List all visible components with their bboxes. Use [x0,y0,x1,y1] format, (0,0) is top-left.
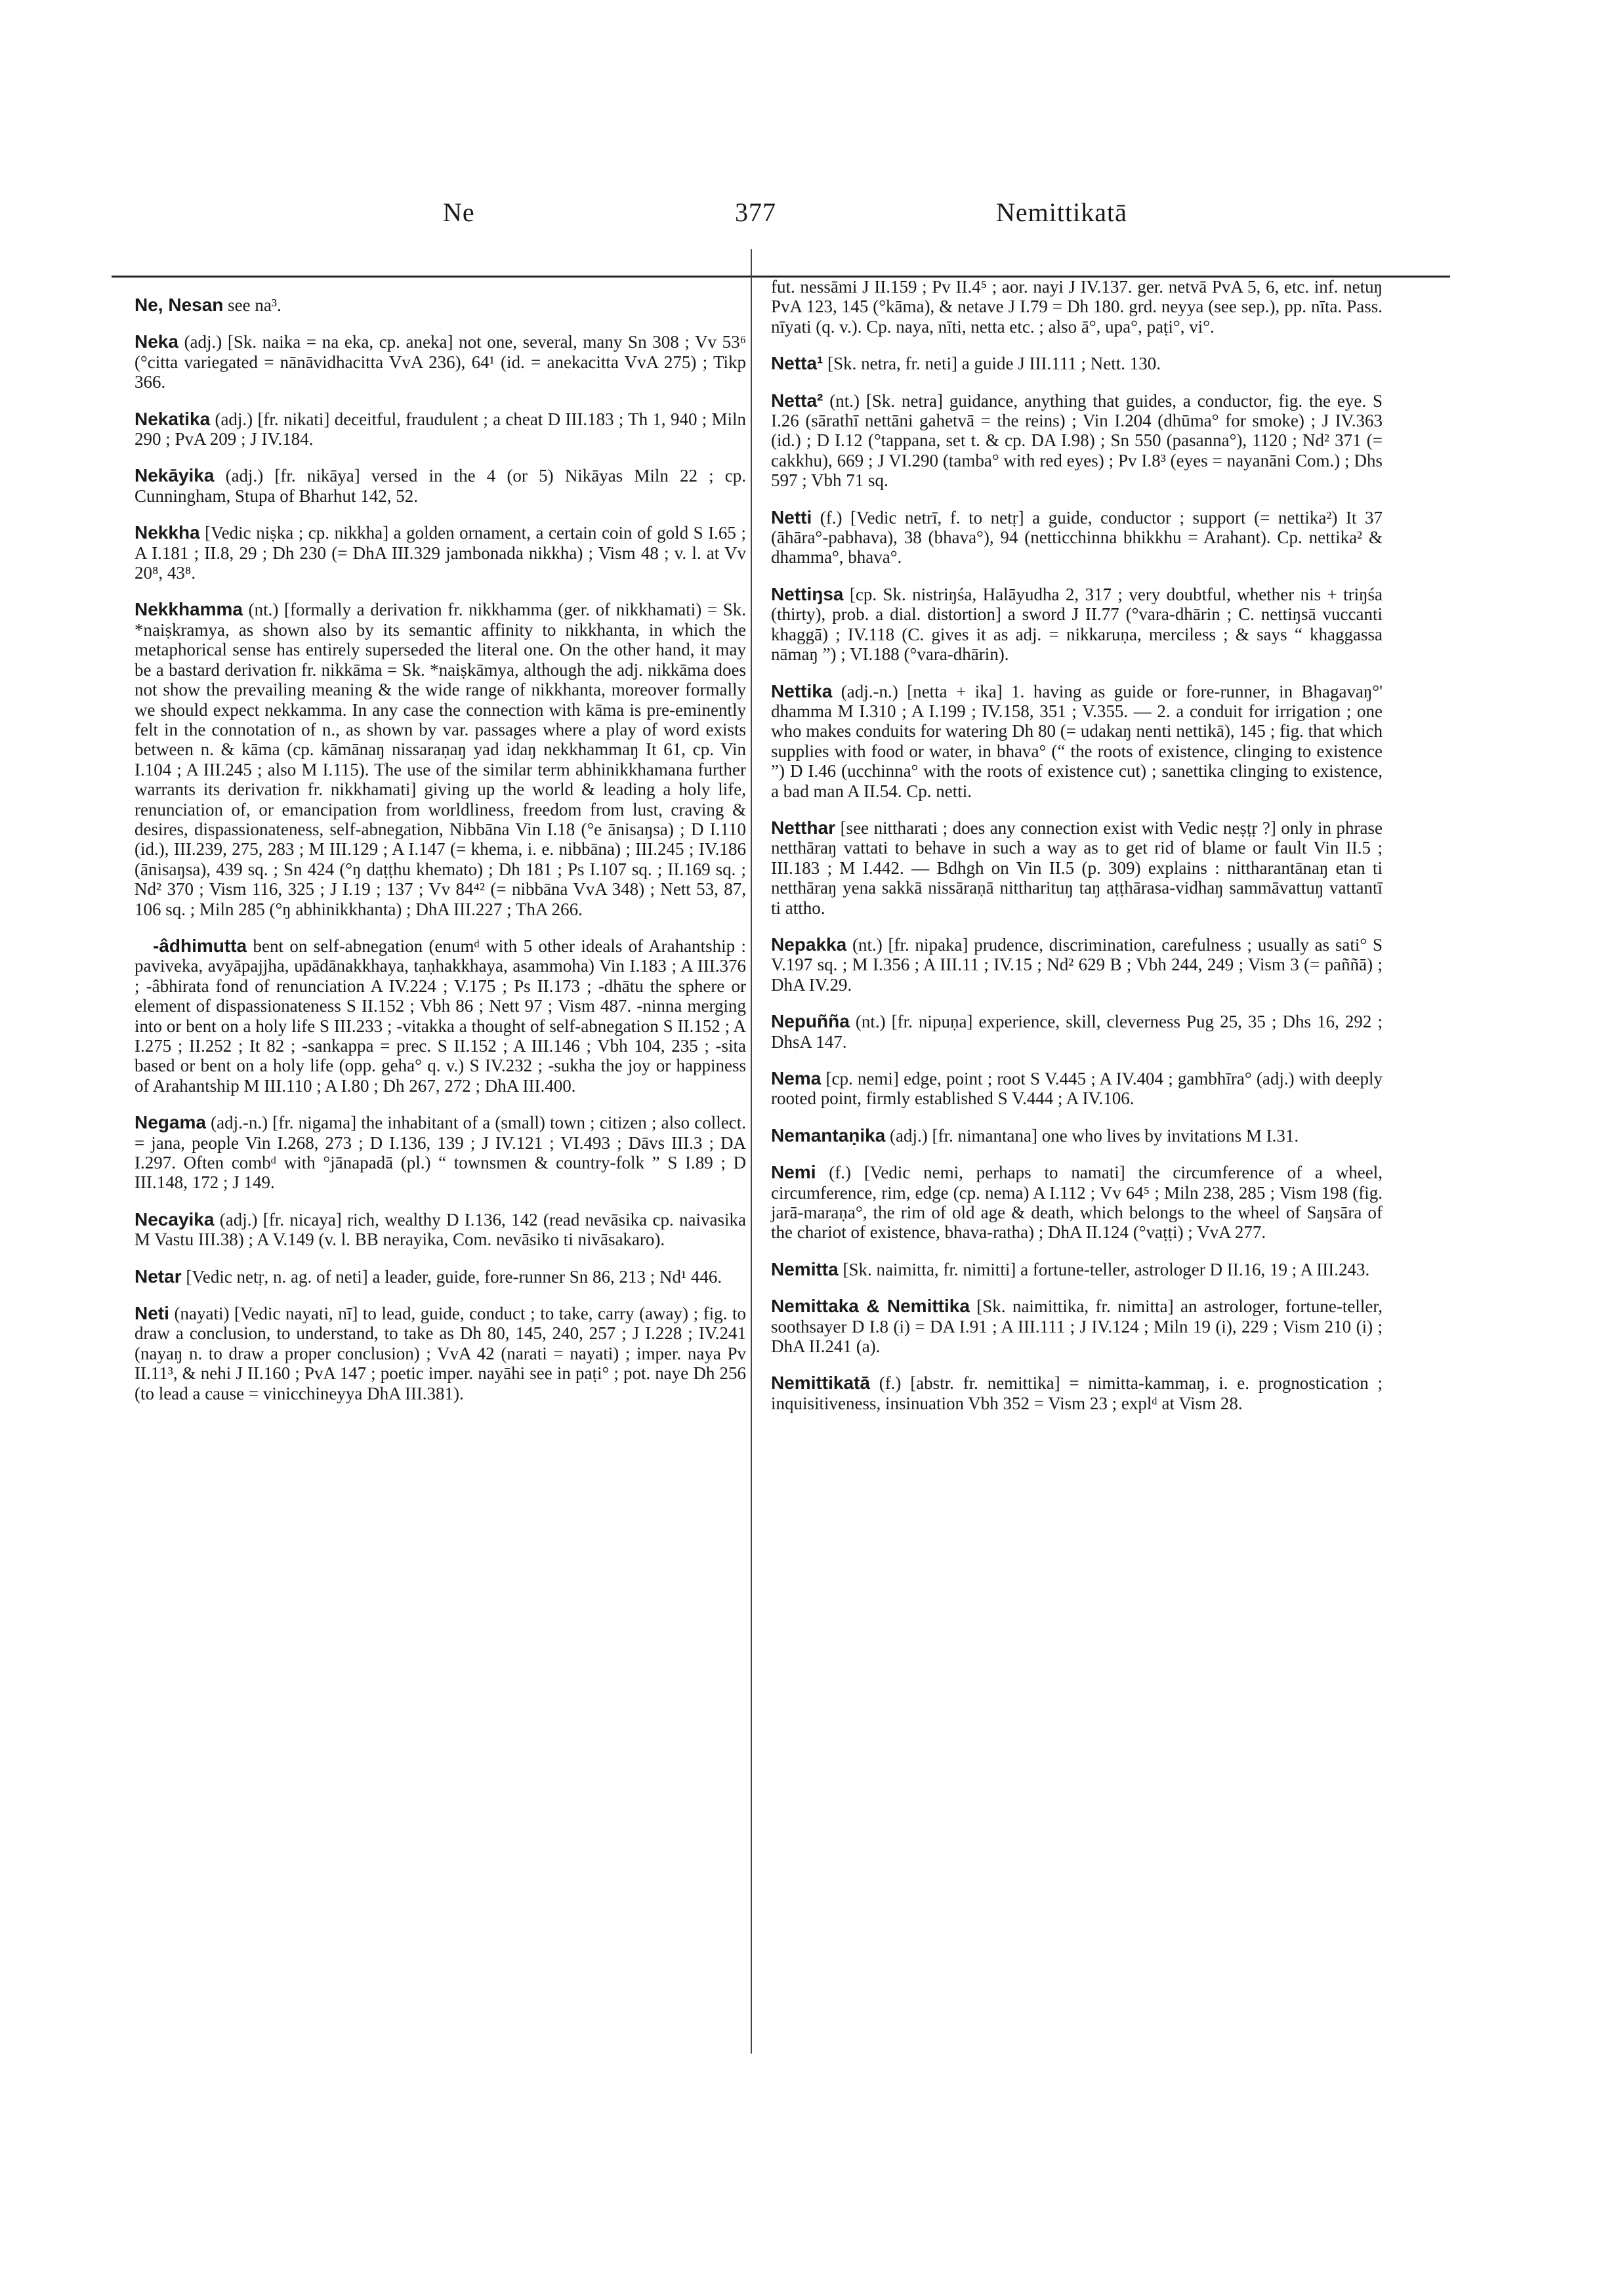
left-column [135,295,746,1420]
dictionary-entry [771,391,1383,491]
entry-headword: Netta² [771,390,823,411]
dictionary-entry [771,1069,1383,1109]
entry-body: (f.) [Vedic nemi, perhaps to namati] the circumference of a wheel, circumference, rim, edge (cp. nema) A I.112 ; Vv 64⁵ ; Miln 238, 285 ; Vism 198 (fig. jarā-maraṇa°, the rim of old age & death, which belongs to the wheel of Saŋsāra of the chariot of existence, bhava-ratha) ; DhA II.124 (°vaṭṭi) ; VvA 277. [771,1163,1383,1243]
dictionary-entry [771,1260,1383,1279]
entry-headword: Necayika [135,1209,215,1230]
entry-body: (nt.) [Sk. netra] guidance, anything that guides, a conductor, fig. the eye. S I.26 (sārathī nettāni gahetvā = the reins) ; Vin I.204 (dhūma° for smoke) ; J IV.363 (id.) ; D I.12 (°tappana, set t. & cp. DA I.98) ; Sn 550 (pasanna°), 1120 ; Nd² 371 (= cakkhu), 669 ; J VI.290 (tamba° with red eyes) ; Pv I.8³ (eyes = nayanāni Com.) ; Dhs 597 ; Vbh 71 sq. [771,390,1383,491]
entry-headword: Nekatika [135,408,211,429]
entry-headword: Nettiŋsa [771,583,844,604]
entry-headword: Nema [771,1068,822,1088]
entry-body: [Vedic netṛ, n. ag. of neti] a leader, guide, fore-runner Sn 86, 213 ; Nd¹ 446. [181,1266,722,1287]
dictionary-entry [135,409,746,449]
entry-headword: Nemantaṇika [771,1125,886,1146]
dictionary-entry [135,1267,746,1287]
running-head-left: Ne [443,197,475,227]
dictionary-entry [771,585,1383,665]
entry-headword: Nepakka [771,934,847,955]
dictionary-entry [135,332,746,392]
entry-headword: Negama [135,1112,206,1133]
entry-body: (adj.-n.) [netta + ika] 1. having as guide or fore-runner, in Bhagavaŋ°' dhamma M I.310 ; A I.199 ; IV.158, 351 ; V.355. — 2. a conduit for irrigation ; one who makes conduits for watering Dh 80 (= udakaŋ nenti nettikā), 145 ; fig. that which supplies with food or water, in bhava° (“ the roots of existence, clinging to existence ”) D I.46 (ucchinna° with the roots of existence cut) ; sanettika clinging to existence, a bad man A II.54. Cp. netti. [771,681,1383,801]
dictionary-entry [135,936,746,1096]
dictionary-entry [771,682,1383,801]
entry-body: (adj.) [fr. nimantana] one who lives by invitations M I.31. [885,1125,1299,1146]
dictionary-entry [135,523,746,583]
entry-headword: Nemittaka & Nemittika [771,1296,970,1317]
entry-body: [Sk. naimittika, fr. nimitta] an astrologer, fortune-teller, soothsayer D I.8 (i) = DA I.91 ; A III.111 ; J IV.124 ; Miln 19 (i), 229 ; Vism 210 (i) ; DhA II.241 (a). [771,1296,1383,1357]
entry-headword: -âdhimutta [153,935,247,956]
entry-body: [cp. nemi] edge, point ; root S V.445 ; A IV.404 ; gambhīra° (adj.) with deeply rooted point, firmly established S V.444 ; A IV.106. [771,1069,1383,1109]
entry-headword: Netar [135,1266,182,1287]
dictionary-entry [135,1304,746,1403]
entry-headword: Nemi [771,1162,816,1183]
dictionary-entry [135,600,746,919]
dictionary-entry [135,1210,746,1250]
entry-body: (nt.) [fr. nipaka] prudence, discrimination, carefulness ; usually as sati° S V.197 sq. ; M I.356 ; A III.11 ; IV.15 ; Nd² 629 B ; Vbh 244, 249 ; Vism 3 (= paññā) ; DhA IV.29. [771,934,1383,995]
entry-headword: Ne, Nesan [135,295,224,315]
entry-headword: Netta¹ [771,353,823,374]
column-divider [751,249,752,2054]
entry-headword: Neti [135,1303,169,1324]
dictionary-entry [771,277,1383,337]
entry-headword: Nemittikatā [771,1373,870,1394]
entry-headword: Netti [771,507,812,527]
dictionary-entry [771,1012,1383,1052]
entry-body: bent on self-abnegation (enumᵈ with 5 other ideals of Arahantship : paviveka, avyāpajjha, upādānakkhaya, taṇhakkhaya, asammoha) Vin I.183 ; A III.376 ; -âbhirata fond of renunciation A IV.224 ; V.175 ; Ps II.173 ; -dhātu the sphere or element of dispassionateness S II.152 ; Vbh 86 ; Nett 97 ; Vism 487. -ninna merging into or bent on a holy life S III.233 ; -vitakka a thought of self-abnegation S II.152 ; A I.275 ; II.252 ; It 82 ; -sankappa = prec. S II.152 ; A III.146 ; Vbh 104, 235 ; -sita based or bent on a holy life (opp. geha° q. v.) S IV.232 ; -sukha the joy or happiness of Arahantship M III.110 ; A I.80 ; Dh 267, 272 ; DhA III.400. [135,936,746,1096]
entry-body: (adj.-n.) [fr. nigama] the inhabitant of a (small) town ; citizen ; also collect. = jana, people Vin I.268, 273 ; D I.136, 139 ; J IV.121 ; VI.493 ; Dāvs III.3 ; DA I.297. Often combᵈ with °jānapadā (pl.) “ townsmen & country-folk ” S I.89 ; D III.148, 172 ; J 149. [135,1113,746,1193]
entry-body: (nt.) [fr. nipuṇa] experience, skill, cleverness Pug 25, 35 ; Dhs 16, 292 ; DhsA 147. [771,1012,1383,1052]
dictionary-entry [771,1163,1383,1243]
entry-body: [see nittharati ; does any connection exist with Vedic neṣṭṛ ?] only in phrase netthāraŋ vattati to behave in such a way as to get rid of blame or fault Vin II.5 ; III.183 ; M I.442. — Bdhgh on Vin II.5 (p. 309) explains : nittharantānaŋ etan ti netthāraŋ yena sakkā nissāraṇā nittharituŋ taŋ aṭṭhārasa-vidhaŋ sammāvattuŋ vattantī ti attho. [771,817,1383,918]
entry-body: (nt.) [formally a derivation fr. nikkhamma (ger. of nikkhamati) = Sk. *naiṣkramya, as shown also by its semantic affinity to nikkhanta, in which the metaphorical sense has entirely superseded the literal one. On the other hand, it may be a bastard derivation fr. nikkāma = Sk. *naiṣkāmya, although the adj. nikkāma does not show the prevailing meaning & the wide range of nikkhanta, moreover formally we should expect nekkamma. In any case the connection with kāma is pre-eminently felt in the connotation of n., as shown by var. passages where a play of word exists between n. & kāma (cp. kāmānaŋ nissaraṇaŋ yad idaŋ nekkhammaŋ It 61, cp. Vin I.104 ; A III.245 ; also M I.115). The use of the similar term abhinikkhamana further warrants its derivation fr. nikkhamati] giving up the world & leading a holy life, renunciation of, or emancipation from worldliness, freedom from lust, craving & desires, dispassionateness, self-abnegation, Nibbāna Vin I.18 (°e ānisaŋsa) ; D I.110 (id.), III.239, 275, 283 ; M III.129 ; A I.147 (= khema, i. e. nibbāna) ; III.245 ; IV.186 (ānisaŋsa), 439 sq. ; Sn 424 (°ŋ daṭṭhu khemato) ; Dh 181 ; Ps I.107 sq. ; II.169 sq. ; Nd² 370 ; Vism 116, 325 ; J I.19 ; 137 ; Vv 84⁴² (= nibbāna VvA 348) ; Nett 53, 87, 106 sq. ; Miln 285 (°ŋ abhinikkhanta) ; DhA III.227 ; ThA 266. [135,600,746,919]
entry-headword: Nekāyika [135,465,215,486]
dictionary-entry [771,1126,1383,1146]
running-head-right: Nemittikatā [996,197,1127,227]
entry-body: [Sk. naimitta, fr. nimitti] a fortune-teller, astrologer D II.16, 19 ; A III.243. [838,1259,1370,1279]
entry-body: (adj.) [fr. nikāya] versed in the 4 (or 5) Nikāyas Miln 22 ; cp. Cunningham, Stupa of Bharhut 142, 52. [135,466,746,506]
entry-headword: Nemitta [771,1258,839,1279]
dictionary-entry [771,354,1383,373]
dictionary-entry [771,1373,1383,1413]
entry-body: (f.) [Vedic netrī, f. to netṛ] a guide, conductor ; support (= nettika²) It 37 (āhāra°-pabhava), 38 (bhava°), 94 (netticchinna bhikkhu = Arahant). Cp. nettika² & dhamma°, bhava°. [771,507,1383,568]
dictionary-entry [771,1296,1383,1356]
entry-body: (adj.) [Sk. naika = na eka, cp. aneka] not one, several, many Sn 308 ; Vv 53⁶ (°citta variegated = nānāvidhacitta VvA 236), 64¹ (id. = anekacitta VvA 275) ; Tikp 366. [135,332,746,392]
entry-headword: Netthar [771,817,836,838]
dictionary-entry [771,818,1383,918]
entry-body: [Sk. netra, fr. neti] a guide J III.111 ; Nett. 130. [823,354,1161,374]
entry-body: (f.) [abstr. fr. nemittika] = nimitta-kammaŋ, i. e. prognostication ; inquisitiveness, insinuation Vbh 352 = Vism 23 ; explᵈ at Vism 28. [771,1373,1383,1413]
entry-body: fut. nessāmi J II.159 ; Pv II.4⁵ ; aor. nayi J IV.137. ger. netvā PvA 5, 6, etc. inf. netuŋ PvA 123, 145 (°kāma), & netave J I.79 = Dh 180. grd. neyya (see sep.), pp. nīta. Pass. nīyati (q. v.). Cp. naya, nīti, netta etc. ; also ā°, upa°, paṭi°, vi°. [771,277,1383,337]
entry-body: [Vedic niṣka ; cp. nikkha] a golden ornament, a certain coin of gold S I.65 ; A I.181 ; II.8, 29 ; Dh 230 (= DhA III.329 jambonada nikkha) ; Vism 48 ; v. l. at Vv 20⁸, 43⁸. [135,523,746,583]
entry-body: (adj.) [fr. nicaya] rich, wealthy D I.136, 142 (read nevāsika cp. naivasika M Vastu III.38) ; A V.149 (v. l. BB nerayika, Com. nevāsiko ti nivāsakaro). [135,1209,746,1250]
entry-headword: Nettika [771,680,833,701]
dictionary-entry [771,508,1383,568]
dictionary-entry [135,295,746,315]
page-number: 377 [735,197,776,227]
dictionary-entry [771,935,1383,995]
entry-body: [cp. Sk. nistriŋśa, Halāyudha 2, 317 ; very doubtful, whether nis + triŋśa (thirty), prob. a dial. distortion] a sword J II.77 (°vara-dhārin ; C. nettiŋsā vuccanti khaggā) ; IV.118 (C. gives it as adj. = nikkaruṇa, merciless ; & says “ khaggassa nāmaŋ ”) ; VI.188 (°vara-dhārin). [771,584,1383,665]
entry-body: see na³. [223,295,281,315]
entry-body: (adj.) [fr. nikati] deceitful, fraudulent ; a cheat D III.183 ; Th 1, 940 ; Miln 290 ; PvA 209 ; J IV.184. [135,409,746,449]
entry-headword: Nekkha [135,522,200,543]
dictionary-entry [135,1113,746,1193]
entry-headword: Nekkhamma [135,599,243,620]
entry-body: (nayati) [Vedic nayati, nī] to lead, guide, conduct ; to take, carry (away) ; fig. to draw a conclusion, to understand, to take as Dh 80, 145, 240, 257 ; J I.228 ; IV.241 (nayaŋ n. to draw a proper conclusion) ; VvA 42 (narati = nayati) ; imper. naya Pv II.11³, & nehi J II.160 ; PvA 147 ; poetic imper. nayāhi see in paṭi° ; pot. naye Dh 256 (to lead a cause = vinicchineyya DhA III.381). [135,1304,746,1403]
right-column [771,277,1383,1430]
running-head [112,197,1450,236]
entry-headword: Neka [135,331,178,352]
dictionary-entry [135,466,746,506]
entry-headword: Nepuñña [771,1011,850,1032]
